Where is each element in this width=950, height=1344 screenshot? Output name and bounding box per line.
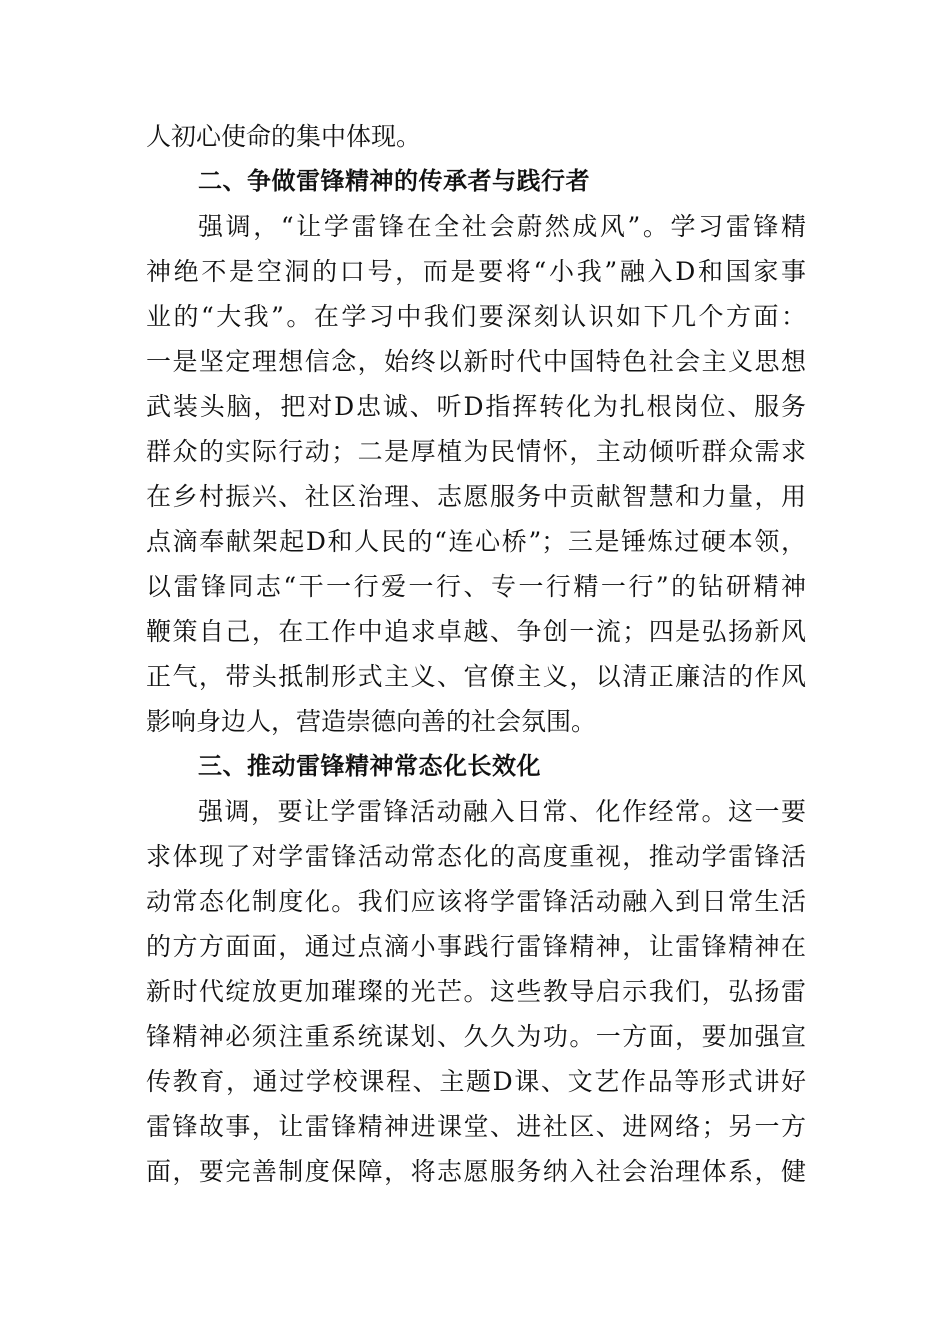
paragraph-line: 群众的实际行动；二是厚植为民情怀，主动倾听群众需求	[146, 437, 806, 466]
paragraph-line: 强调，“让学雷锋在全社会蔚然成风”。学习雷锋精	[198, 212, 806, 241]
paragraph-line: 以雷锋同志“干一行爱一行、专一行精一行”的钻研精神	[146, 572, 806, 601]
paragraph-line: 在乡村振兴、社区治理、志愿服务中贡献智慧和力量，用	[146, 482, 806, 511]
paragraph-line: 武装头脑，把对D忠诚、听D指挥转化为扎根岗位、服务	[146, 392, 806, 421]
paragraph-line: 的方方面面，通过点滴小事践行雷锋精神，让雷锋精神在	[146, 932, 806, 961]
paragraph-line: 动常态化制度化。我们应该将学雷锋活动融入到日常生活	[146, 887, 806, 916]
paragraph-line: 传教育，通过学校课程、主题D课、文艺作品等形式讲好	[146, 1067, 806, 1096]
paragraph-line: 影响身边人，营造崇德向善的社会氛围。	[146, 707, 597, 736]
paragraph-line: 锋精神必须注重系统谋划、久久为功。一方面，要加强宣	[146, 1022, 806, 1051]
paragraph-line: 雷锋故事，让雷锋精神进课堂、进社区、进网络；另一方	[146, 1112, 806, 1141]
section-heading-3: 三、推动雷锋精神常态化长效化	[198, 752, 541, 780]
paragraph-line: 新时代绽放更加璀璨的光芒。这些教导启示我们，弘扬雷	[146, 977, 806, 1006]
paragraph-line: 业的“大我”。在学习中我们要深刻认识如下几个方面：	[146, 302, 806, 331]
paragraph-line: 点滴奉献架起D和人民的“连心桥”；三是锤炼过硬本领，	[146, 527, 806, 556]
paragraph-line: 一是坚定理想信念，始终以新时代中国特色社会主义思想	[146, 347, 806, 376]
paragraph-line: 神绝不是空洞的口号，而是要将“小我”融入D和国家事	[146, 257, 806, 286]
paragraph-line: 鞭策自己，在工作中追求卓越、争创一流；四是弘扬新风	[146, 617, 806, 646]
paragraph-line: 面，要完善制度保障，将志愿服务纳入社会治理体系，健	[146, 1157, 806, 1186]
paragraph-line: 强调，要让学雷锋活动融入日常、化作经常。这一要	[198, 797, 806, 826]
document-body	[146, 114, 806, 1194]
paragraph-line: 人初心使命的集中体现。	[146, 122, 422, 151]
paragraph-line: 正气，带头抵制形式主义、官僚主义，以清正廉洁的作风	[146, 662, 806, 691]
section-heading-2: 二、争做雷锋精神的传承者与践行者	[198, 167, 590, 195]
paragraph-line: 求体现了对学雷锋活动常态化的高度重视，推动学雷锋活	[146, 842, 806, 871]
